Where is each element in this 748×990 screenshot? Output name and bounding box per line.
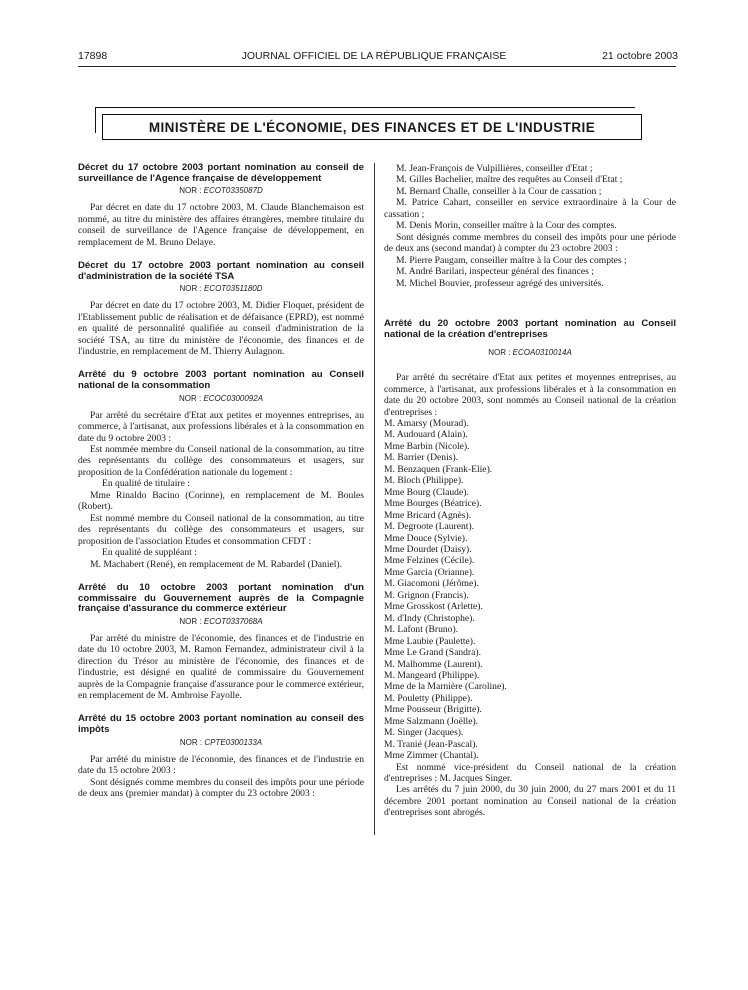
list-item: M. Pierre Paugam, conseiller maître à la Cour des comptes ; xyxy=(396,254,627,266)
paragraph: Est nommée membre du Conseil national de la consommation, au titre des représentants du collège des consommateurs et usagers, sur proposition de la Confédération nationale du logement : xyxy=(78,444,364,478)
section-title: Décret du 17 octobre 2003 portant nomination au conseil d'administration de la société TSA xyxy=(78,260,364,282)
paragraph: Mme Rinaldo Bacino (Corinne), en remplacement de M. Boules (Robert). xyxy=(78,489,364,513)
list-item: Mme Pousseur (Brigitte). xyxy=(384,704,482,716)
section-title: Arrêté du 20 octobre 2003 portant nomination au Conseil national de la création d'entreprises xyxy=(384,317,676,340)
nor-reference: NOR : ECOA0310014A xyxy=(488,348,572,358)
paragraph: Par décret en date du 17 octobre 2003, M. Didier Floquet, président de l'Etablissement public de réalisation et de défaisance (EPRD), est nommé en qualité de personnalité qualifiée au conseil d'administration de la société TSA, au titre du ministère de l'économie, des finances et de l'industrie, en remplacement de M. Thierry Aulagnon. xyxy=(78,300,364,357)
list-item: Mme Salzmann (Joëlle). xyxy=(384,715,479,727)
column-divider xyxy=(374,163,375,835)
journal-title: JOURNAL OFFICIEL DE LA RÉPUBLIQUE FRANÇAISE xyxy=(241,50,507,62)
paragraph: Par arrêté du ministre de l'économie, des finances et de l'industrie en date du 10 octobre 2003, M. Ramon Fernandez, administrateur civil à la direction du Trésor au ministère de l'économie, des finances et de l'industrie, est désigné en qualité de commissaire du Gouvernement auprès de la Compagnie française d'assurance pour le commerce extérieur, en remplacement de M. Ambroise Fayolle. xyxy=(78,632,364,702)
list-item: M. Gilles Bachelier, maître des requêtes au Conseil d'Etat ; xyxy=(396,174,623,186)
list-item: M. d'Indy (Christophe). xyxy=(384,612,475,624)
member-list xyxy=(384,418,676,762)
nor-reference: NOR : ECOT0337068A xyxy=(179,616,263,626)
list-item: M. André Barilari, inspecteur général des finances ; xyxy=(396,266,594,278)
paragraph: En qualité de suppléant : xyxy=(102,547,197,559)
list-item: M. Amarsy (Mourad). xyxy=(384,417,469,429)
paragraph: Par décret en date du 17 octobre 2003, M. Claude Blanchemaison est nommé, au titre du ministère des affaires étrangères, membre titulaire du conseil de surveillance de l'Agence française de développement, en remplacement de M. Bruno Delaye. xyxy=(78,202,364,248)
page-number: 17898 xyxy=(78,50,108,62)
list-item: M. Tranié (Jean-Pascal). xyxy=(384,738,478,750)
paragraph: Par arrêté du secrétaire d'Etat aux petites et moyennes entreprises, au commerce, à l'artisanat, aux professions libérales et à la consommation en date du 9 octobre 2003 : xyxy=(78,409,364,444)
section-title: Arrêté du 9 octobre 2003 portant nomination au Conseil national de la consommation xyxy=(78,369,364,392)
section-title: Arrêté du 15 octobre 2003 portant nomination au conseil des impôts xyxy=(78,713,364,736)
list-item: M. Michel Bouvier, professeur agrégé des universités. xyxy=(396,277,604,289)
list-item: M. Patrice Cahart, conseiller en service extraordinaire à la Cour de cassation ; xyxy=(384,197,676,220)
nor-reference: NOR : ECOT0335087D xyxy=(179,186,263,196)
paragraph: Par arrêté du ministre de l'économie, des finances et de l'industrie en date du 15 octobre 2003 : xyxy=(78,753,364,777)
list-item: M. Lafont (Bruno). xyxy=(384,624,459,636)
section-title: Décret du 17 octobre 2003 portant nomination au conseil de surveillance de l'Agence française de développement xyxy=(78,162,364,184)
ministry-banner: MINISTÈRE DE L'ÉCONOMIE, DES FINANCES ET DE L'INDUSTRIE xyxy=(102,114,642,140)
list-item: M. Mangeard (Philippe). xyxy=(384,669,480,681)
left-column xyxy=(78,163,364,799)
nor-reference: NOR : CPTE0300133A xyxy=(179,737,263,747)
list-item: Mme Barbin (Nicole). xyxy=(384,440,470,452)
list-item: M. Degroote (Laurent). xyxy=(384,521,475,533)
list-item: M. Giacomoni (Jérôme). xyxy=(384,578,479,590)
list-item: Mme Laubie (Paulette). xyxy=(384,635,476,647)
list-item: M. Bernard Challe, conseiller à la Cour de cassation ; xyxy=(396,185,602,197)
list-item: Mme Bourg (Claude). xyxy=(384,486,469,498)
list-item: Mme Bourges (Béatrice). xyxy=(384,498,482,510)
list-item: Mme Bricard (Agnès). xyxy=(384,509,472,521)
nor-reference: NOR : ECOT0351180D xyxy=(179,284,263,294)
list-item: Mme Le Grand (Sandra). xyxy=(384,647,481,659)
paragraph: Est nommé vice-président du Conseil national de la création d'entreprises : M. Jacques Singer. xyxy=(384,761,676,785)
list-item: M. Singer (Jacques). xyxy=(384,727,464,739)
list-item: M. Grignon (Francis). xyxy=(384,589,469,601)
paragraph: Les arrêtés du 7 juin 2000, du 30 juin 2000, du 27 mars 2001 et du 11 décembre 2001 portant nomination au Conseil national de la création d'entreprises sont abrogés. xyxy=(384,784,676,819)
section-title: Arrêté du 10 octobre 2003 portant nomination d'un commissaire du Gouvernement auprès de la Compagnie française d'assurance du commerce extérieur xyxy=(78,581,364,615)
list-item: M. Barrier (Denis). xyxy=(384,452,459,464)
list-item: M. Malhomme (Laurent). xyxy=(384,658,483,670)
paragraph: Sont désignés comme membres du conseil des impôts pour une période de deux ans (premier mandat) à compter du 23 octobre 2003 : xyxy=(78,776,364,800)
paragraph: Est nommé membre du Conseil national de la consommation, au titre des représentants du collège des consommateurs et usagers, sur proposition de l'association Etudes et consommation CFDT : xyxy=(78,512,364,547)
list-item: Mme Felzines (Cécile). xyxy=(384,555,475,567)
list-item: M. Bloch (Philippe). xyxy=(384,475,464,487)
list-item: M. Jean-François de Vulpillières, conseiller d'Etat ; xyxy=(396,163,593,174)
list-item: Mme Douce (Sylvie). xyxy=(384,532,468,544)
header-rule xyxy=(78,66,676,67)
list-item: M. Pouletty (Philippe). xyxy=(384,692,473,704)
list-item: Mme Zimmer (Chantal). xyxy=(384,750,479,762)
nor-reference: NOR : ECOC0300092A xyxy=(178,393,264,403)
list-item: Mme Grosskost (Arlette). xyxy=(384,601,483,613)
list-item: M. Benzaquen (Frank-Elie). xyxy=(384,463,493,475)
list-item: Mme Garcia (Orianne). xyxy=(384,566,475,578)
paragraph: Sont désignés comme membres du conseil des impôts pour une période de deux ans (second mandat) à compter du 23 octobre 2003 : xyxy=(384,231,676,255)
list-item: M. Audouard (Alain). xyxy=(384,429,468,441)
paragraph: Par arrêté du secrétaire d'Etat aux petites et moyennes entreprises, au commerce, à l'artisanat, aux professions libérales et à la consommation en date du 20 octobre 2003, sont nommés au Conseil national de la création d'entreprises : xyxy=(384,372,676,418)
paragraph: M. Machabert (René), en remplacement de M. Rabardel (Daniel). xyxy=(90,558,342,570)
list-item: Mme Dourdet (Daisy). xyxy=(384,543,472,555)
list-item: Mme de la Marnière (Caroline). xyxy=(384,681,507,693)
paragraph: En qualité de titulaire : xyxy=(102,478,190,490)
issue-date: 21 octobre 2003 xyxy=(602,50,678,62)
list-item: M. Denis Morin, conseiller maître à la Cour des comptes. xyxy=(396,220,617,232)
right-column xyxy=(384,163,676,819)
